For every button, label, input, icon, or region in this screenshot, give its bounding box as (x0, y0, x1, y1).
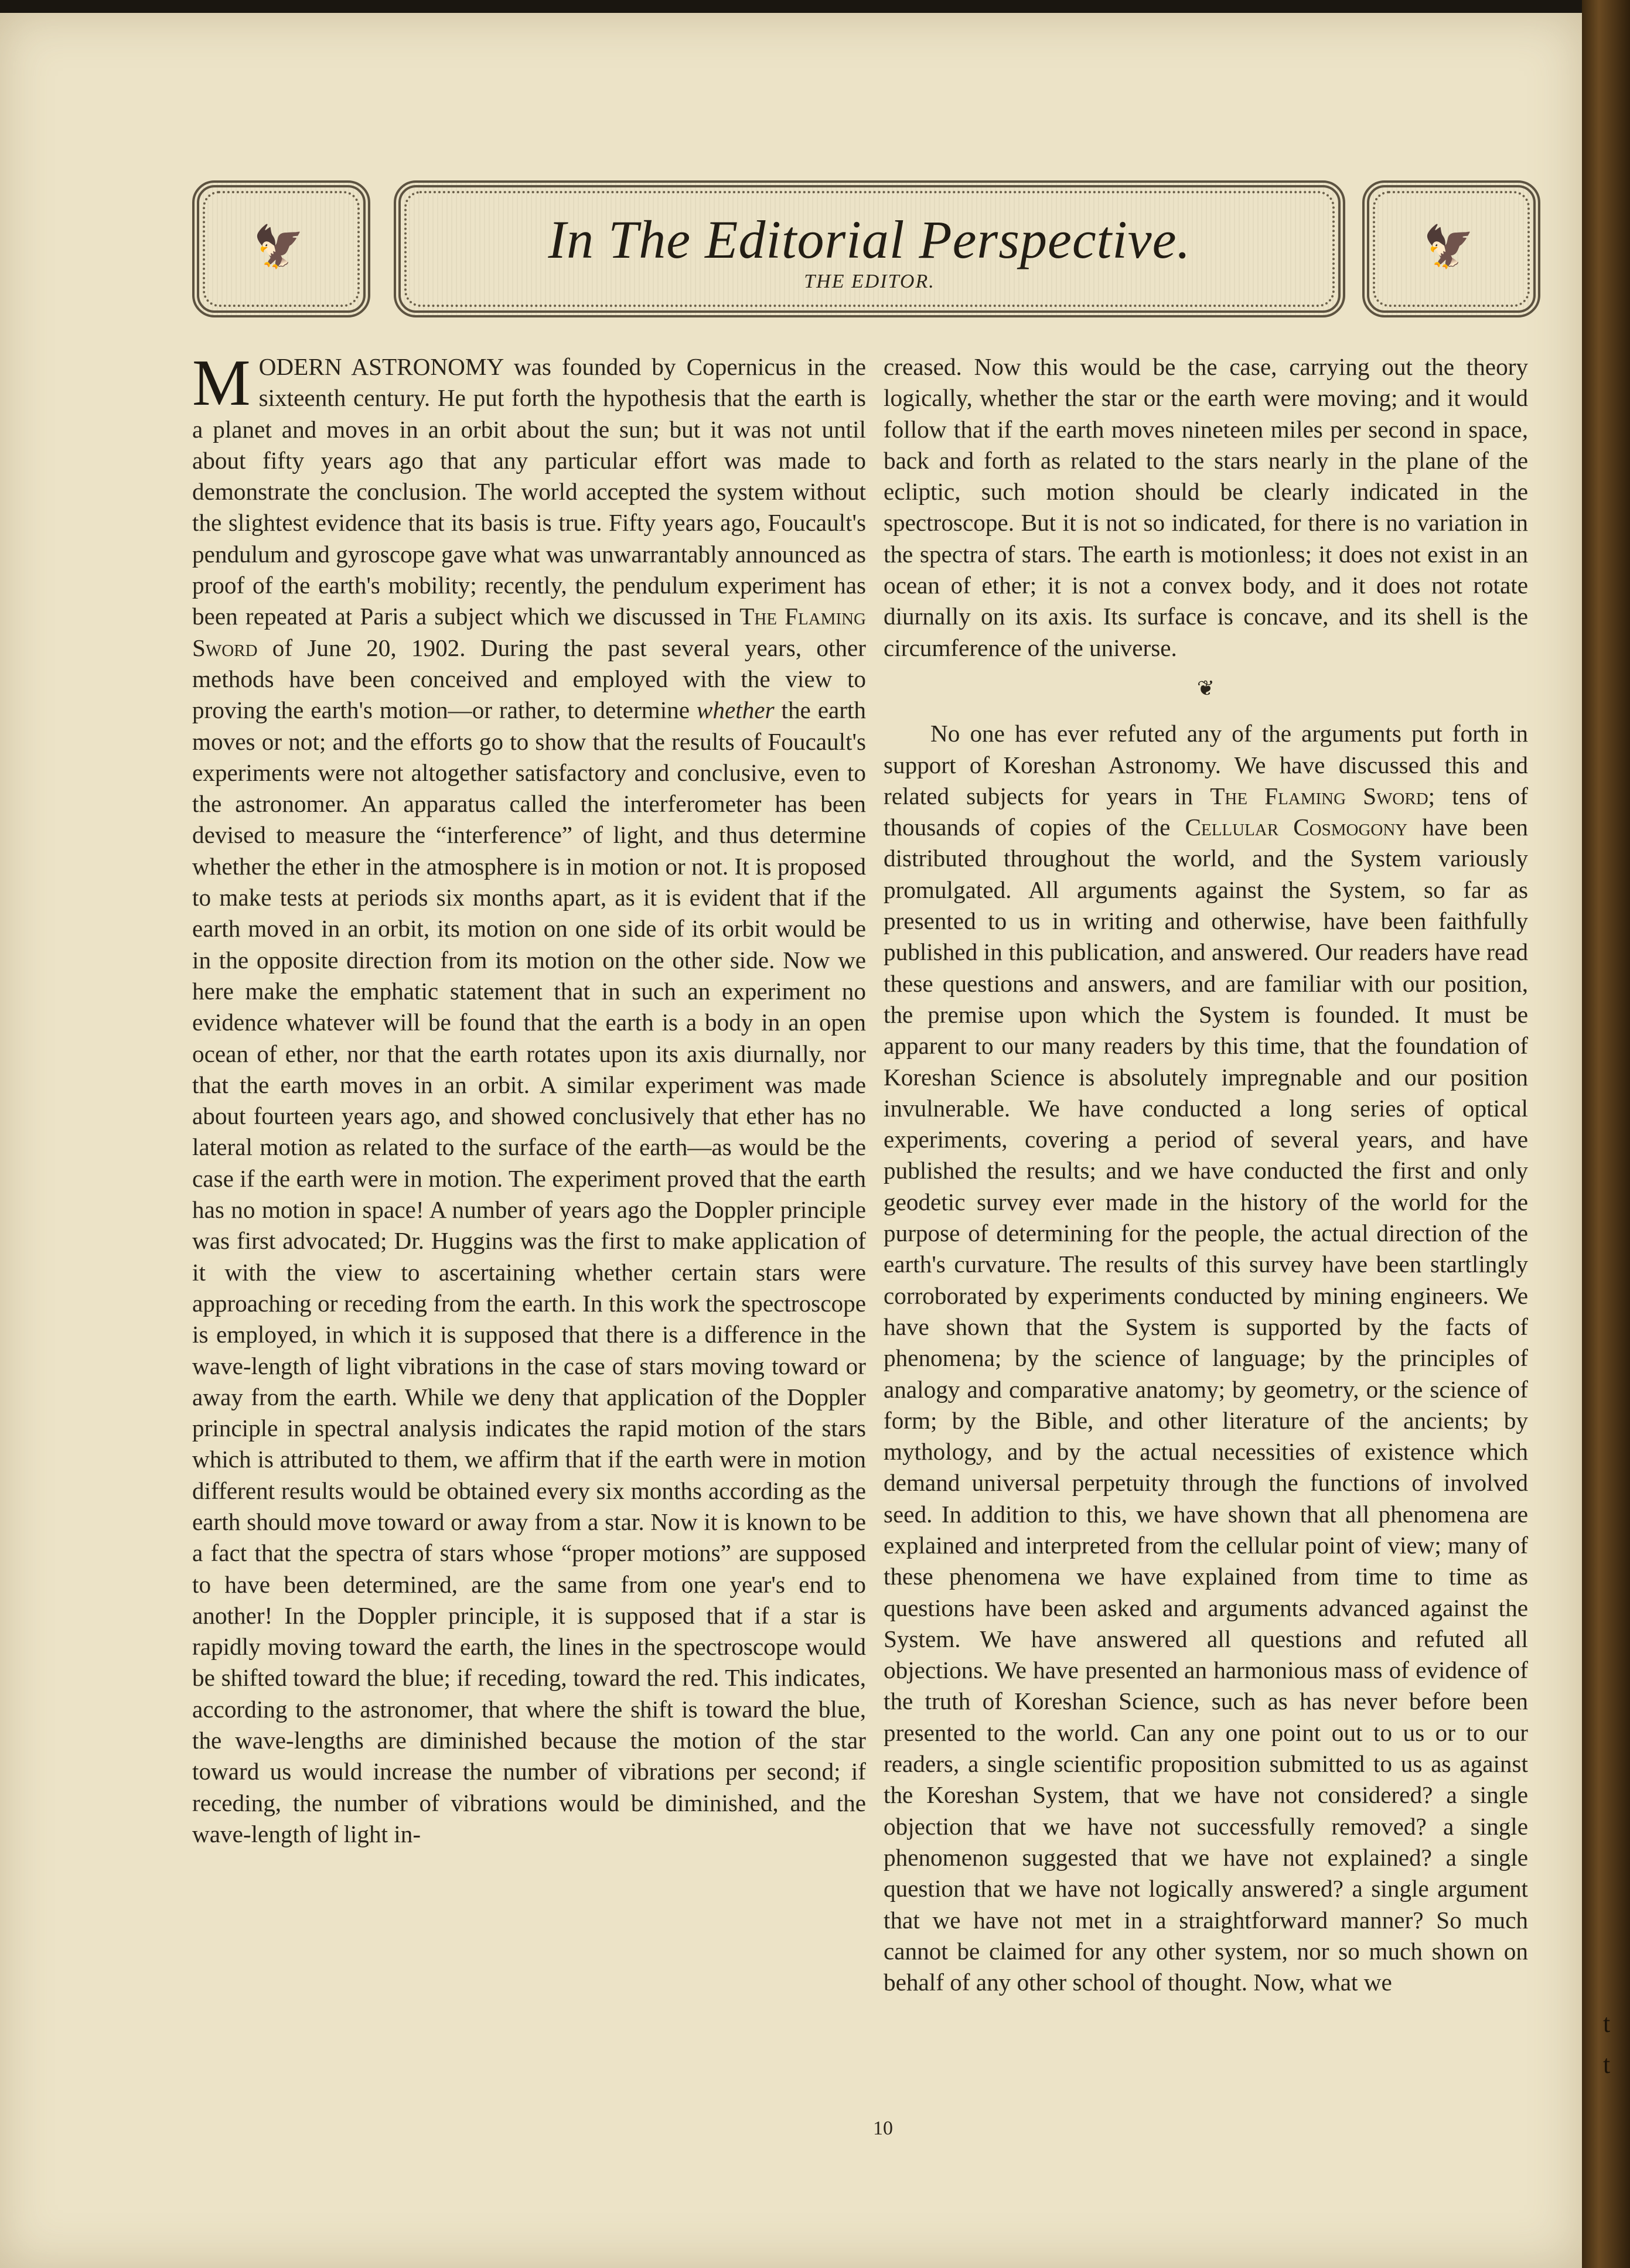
publication-name: The Flaming Sword (192, 603, 866, 661)
top-edge (0, 0, 1630, 13)
left-ornament-box (192, 180, 370, 317)
right-ornament-box (1362, 180, 1540, 317)
paragraph: No one has ever refuted any of the arguments put forth in support of Koreshan Astronomy. We have discussed this and related subjects for years in The Flaming Sword; tens of thousands of copies of the Cellular Cosmogony have been distributed throughout the world, and the System variously promulgated. All arguments against the System, so far as presented to us in writing and otherwise, have been faithfully published in this publication, and answered. Our readers have read these questions and answers, and are familiar with our position, the premise upon which the System is founded. It must be apparent to our many readers by this time, that the foundation of Koreshan Science is absolutely impregnable and our position invulnerable. We have conducted a long series of optical experiments, covering a period of several years, and have published the results; and we have conducted the first and only geodetic survey ever made in the history of the world for the purpose of determining for the people, the actual direction of the earth's curvature. The results of this survey have been startlingly corroborated by experiments conducted by mining engineers. We have shown that the System is supported by the facts of phenomena; by the science of language; by the principles of analogy and comparative anatomy; by geometry, or the science of form; by the Bible, and other literature of the ancients; by mythology, and by the actual necessities of existence which demand universal perpetuity through the functions of involved seed. In addition to this, we have shown that all phenomena are explained and interpreted from the cellular point of view; many of these phenomena we have explained from time to time as questions have been asked and arguments advanced against the System. We have answered all questions and refuted all objections. We have presented an harmonious mass of evidence of the truth of Koreshan Science, such as has never before been presented to the world. Can any one point out to us or to our readers, a single scientific proposition submitted to us as against the Koreshan System, that we have not considered? a single objection that we have not successfully removed? a single phenomenon suggested that we have not explained? a single question that we have not logically answered? a single argument that we have not met in a straightforward manner? So much cannot be claimed for any other system, nor so much shown on behalf of any other school of thought. Now, what we (884, 720, 1528, 1996)
spine-mark: t (1603, 2050, 1611, 2079)
byline: THE EDITOR. (804, 271, 935, 292)
emphasis: whether (696, 696, 775, 724)
book-spine (1582, 0, 1630, 2268)
publication-name: The Flaming Sword (1210, 782, 1428, 809)
page-title: In The Editorial Perspective. (548, 210, 1191, 269)
eagle-icon: 🦅 (253, 225, 305, 270)
page-number: 10 (873, 2117, 893, 2139)
drop-cap: M (192, 347, 251, 419)
paragraph: creased. Now this would be the case, carrying out the theory logically, whether the star or the earth were moving; and it would follow that if the earth moves nineteen miles per second in space, back and forth as related to the stars nearly in the plane of the ecliptic, such motion should be clearly indicated in the spectroscope. But it is not so indicated, for there is no variation in the spectra of stars. The earth is motionless; it does not exist in an ocean of ether; it is not a convex body, and it does not rotate diurnally on its axis. Its surface is concave, and its shell is the circumference of the universe. (884, 353, 1528, 661)
publication-name: Cellular Cosmogony (1185, 814, 1408, 841)
spine-mark: t (1603, 2009, 1611, 2038)
paragraph: MODERN ASTRONOMY was founded by Copernicus in the sixteenth century. He put forth the hypothesis that the earth is a planet and moves in an orbit about the sun; but it was not until about fifty years ago that any particular effort was made to demonstrate the conclusion. The world accepted the system without the slightest evidence that its basis is true. Fifty years ago, Foucault's pendulum and gyroscope gave what was unwarrantably announced as proof of the earth's mobility; recently, the pendulum experiment has been repeated at Paris a subject which we discussed in The Flaming Sword of June 20, 1902. During the past several years, other methods have been conceived and employed with the view to proving the earth's motion—or rather, to determine whether the earth moves or not; and the efforts go to show that the results of Foucault's experiments were not altogether satisfactory and conclusive, even to the astronomer. An apparatus called the interferometer has been devised to measure the “interference” of light, and thus determine whether the ether in the atmosphere is in motion or not. It is proposed to make tests at periods six months apart, as it is evident that if the earth moved in an orbit, its motion on one side of its orbit would be in the opposite direction from its motion on the other side. Now we here make the emphatic statement that in such an experiment no evidence whatever will be found that the earth is a body in an open ocean of ether, nor that the earth rotates upon its axis diurnally, nor that the earth moves in an orbit. A similar experiment was made about fourteen years ago, and showed conclusively that ether has no lateral motion as related to the surface of the earth—as would be the case if the earth were in motion. The experiment proved that the earth has no motion in space! A number of years ago the Doppler principle was first advocated; Dr. Huggins was the first to make application of it with the view to ascertaining whether certain stars were approaching or receding from the earth. In this work the spectroscope is employed, in which it is supposed that there is a difference in the wave-length of light vibrations in the case of stars moving toward or away from the earth. While we deny that application of the Doppler principle in spectral analysis indicates the rapid motion of the stars which is attributed to them, we affirm that if the earth were in motion different results would be obtained every six months according as the earth should move toward or away from a star. Now it is known to be a fact that the spectra of stars whose “proper motions” are supposed to have been determined, are the same from one year's end to another! In the Doppler principle, it is supposed that if a star is rapidly moving toward the earth, the lines in the spectroscope would be shifted toward the blue; if receding, toward the red. This indicates, according to the astronomer, that where the shift is toward the blue, the wave-lengths are diminished because the motion of the star toward us would increase the number of vibrations per second; if receding, the number of vibrations would be diminished, and the wave-length of light in- (192, 347, 867, 1847)
right-column (884, 351, 1528, 1998)
eagle-icon: 🦅 (1423, 225, 1475, 270)
title-banner (394, 180, 1345, 317)
leaf-ornament-icon: ❦ (1196, 676, 1215, 700)
left-column (192, 347, 867, 1850)
